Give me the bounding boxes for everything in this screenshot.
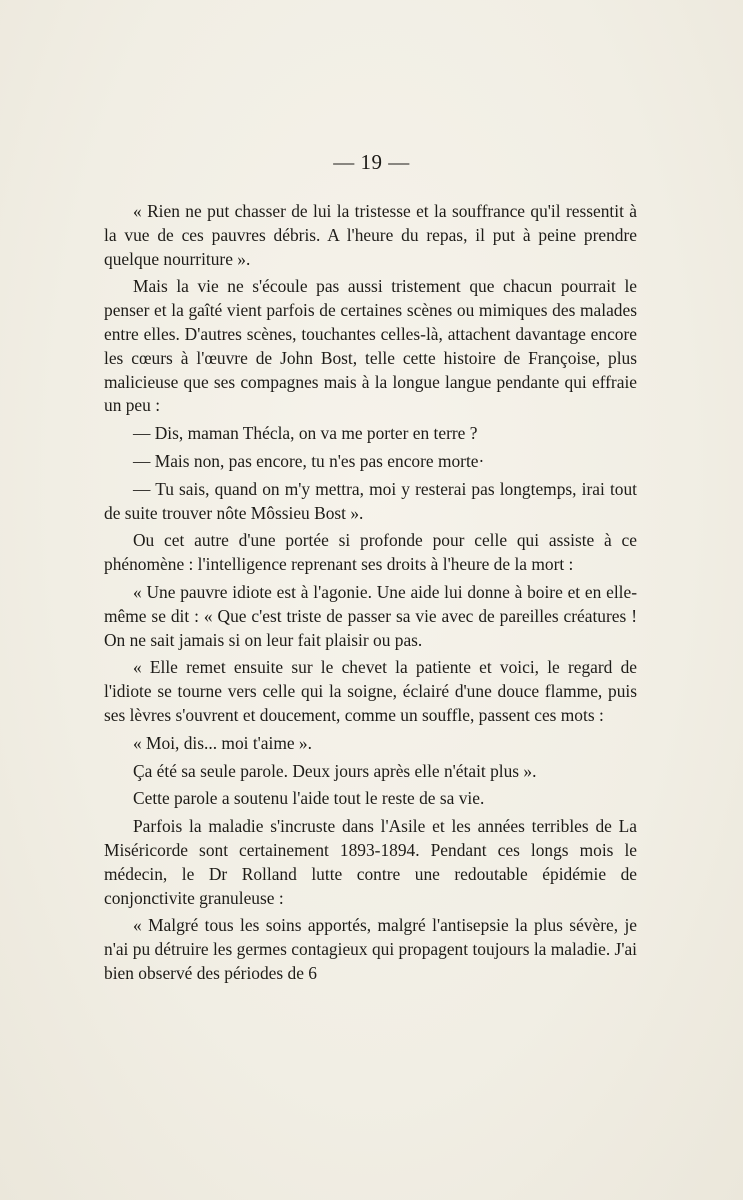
- page-number: — 19 —: [333, 150, 410, 174]
- dialogue-line-2: — Mais non, pas encore, tu n'es pas encore morte·: [133, 450, 485, 471]
- dialogue-line-3: — Tu sais, quand on m'y mettra, moi y resterai pas longtemps, irai tout de suite trouver nôte Môssieu Bost ».: [104, 478, 637, 523]
- paragraph-2: Mais la vie ne s'écoule pas aussi tristement que chacun pourrait le penser et la gaîté vient parfois de certaines scènes ou mimiques des malades entre elles. D'autres scènes, touchantes celles-là, attachent davantage encore les cœurs à l'œuvre de John Bost, telle cette histoire de Françoise, plus malicieuse que ses compagnes mais à la longue langue pendante qui effraie un peu :: [104, 276, 637, 416]
- paragraph-6: Ou cet autre d'une portée si profonde pour celle qui assiste à ce phénomène : l'intelligence reprenant ses droits à l'heure de la mort :: [104, 530, 637, 575]
- paragraph-10: Ça été sa seule parole. Deux jours après elle n'était plus ».: [133, 760, 537, 781]
- paragraph-8: « Elle remet ensuite sur le chevet la patiente et voici, le regard de l'idiote se tourne vers celle qui la soigne, éclairé d'une douce flamme, puis ses lèvres s'ouvrent et doucement, comme un souffle, passent ces mots :: [104, 657, 637, 725]
- paragraph-13: « Malgré tous les soins apportés, malgré l'antisepsie la plus sévère, je n'ai pu détruire les germes contagieux qui propagent toujours la maladie. J'ai bien observé des périodes de 6: [104, 915, 637, 983]
- paragraph-9: « Moi, dis... moi t'aime ».: [133, 732, 312, 753]
- paragraph-12: Parfois la maladie s'incruste dans l'Asile et les années terribles de La Miséricorde sont certainement 1893-1894. Pendant ces longs mois le médecin, le Dr Rolland lutte contre une redoutable épidémie de conjonctivite granuleuse :: [104, 816, 637, 908]
- dialogue-line-1: — Dis, maman Thécla, on va me porter en terre ?: [133, 423, 478, 444]
- paragraph-11: Cette parole a soutenu l'aide tout le reste de sa vie.: [133, 788, 485, 809]
- paragraph-7: « Une pauvre idiote est à l'agonie. Une aide lui donne à boire et en elle-même se dit : « Que c'est triste de passer sa vie avec de pareilles créatures ! On ne sait jamais si on leur fait plaisir ou pas.: [104, 581, 637, 650]
- paragraph-1: « Rien ne put chasser de lui la tristesse et la souffrance qu'il ressentit à la vue de ces pauvres débris. A l'heure du repas, il put à peine prendre quelque nourriture ».: [104, 201, 637, 269]
- body-text: [104, 200, 637, 986]
